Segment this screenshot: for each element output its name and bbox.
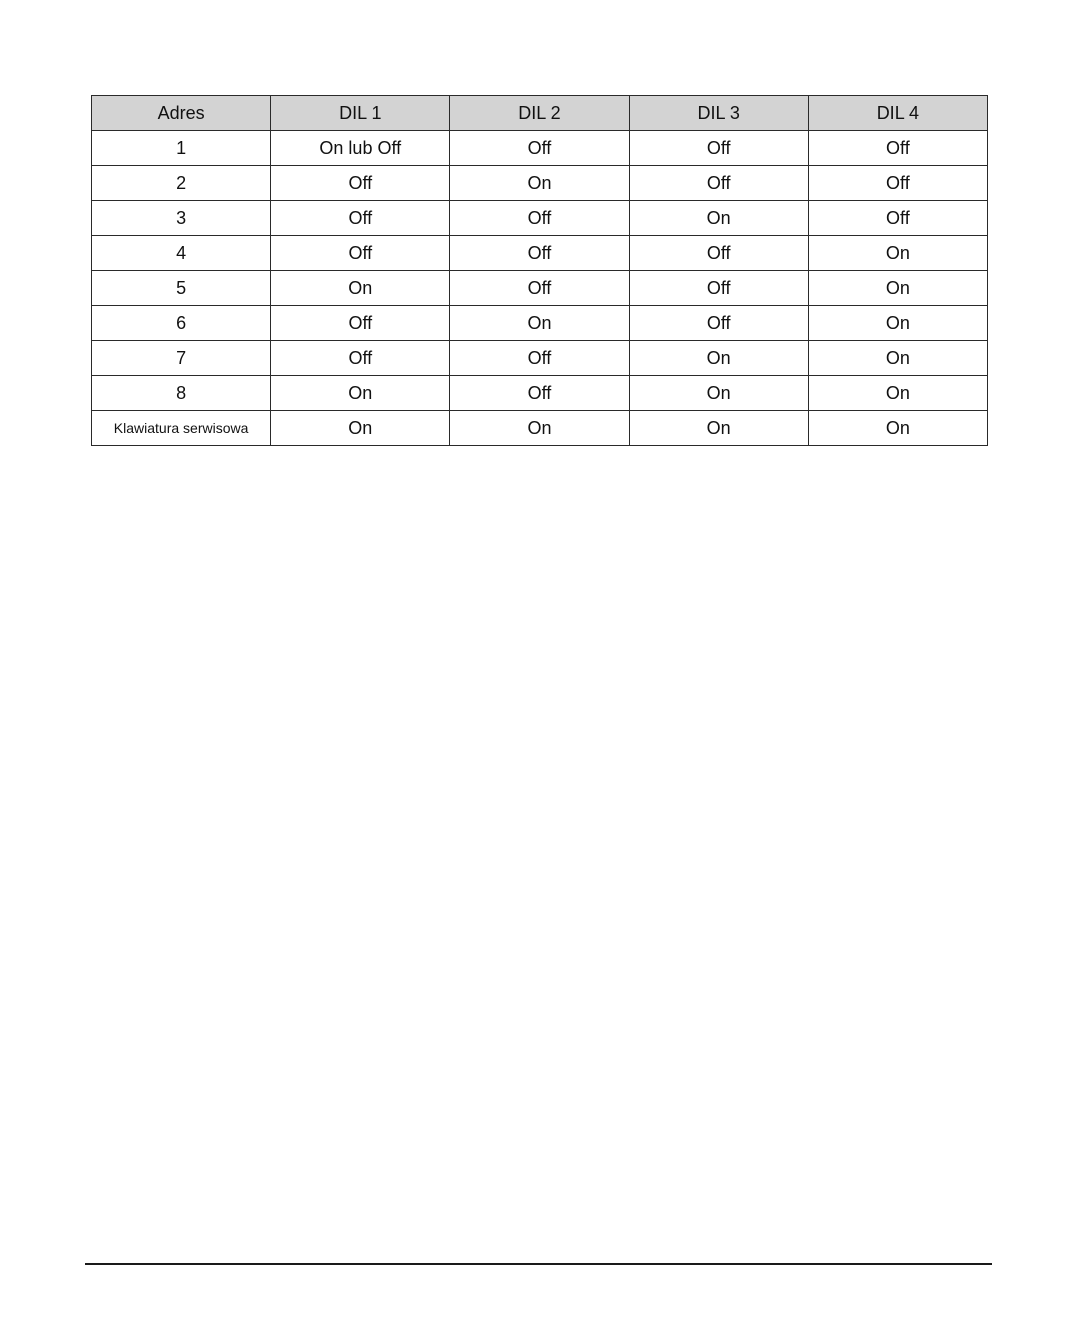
- dil-1-cell: Off: [271, 201, 450, 236]
- table-header-row: [92, 96, 988, 131]
- dil-3-cell: On: [629, 341, 808, 376]
- dil-4-cell: Off: [808, 131, 987, 166]
- dil-4-cell: Off: [808, 166, 987, 201]
- header-dil-1: DIL 1: [271, 96, 450, 131]
- dil-1-cell: On lub Off: [271, 131, 450, 166]
- dil-2-cell: Off: [450, 236, 629, 271]
- table-row: [92, 236, 988, 271]
- table-row: [92, 411, 988, 446]
- dil-3-cell: Off: [629, 131, 808, 166]
- footer-divider: [85, 1263, 992, 1265]
- table-row: [92, 306, 988, 341]
- dil-4-cell: On: [808, 341, 987, 376]
- header-dil-2: DIL 2: [450, 96, 629, 131]
- address-cell: 8: [92, 376, 271, 411]
- table-row: [92, 271, 988, 306]
- header-dil-3: DIL 3: [629, 96, 808, 131]
- dil-4-cell: Off: [808, 201, 987, 236]
- table-row: [92, 166, 988, 201]
- address-cell: 1: [92, 131, 271, 166]
- dil-4-cell: On: [808, 376, 987, 411]
- dil-1-cell: On: [271, 271, 450, 306]
- dil-1-cell: Off: [271, 236, 450, 271]
- table-row: [92, 341, 988, 376]
- dil-1-cell: Off: [271, 306, 450, 341]
- dil-1-cell: Off: [271, 166, 450, 201]
- table-row: [92, 201, 988, 236]
- dil-1-cell: On: [271, 411, 450, 446]
- dil-2-cell: Off: [450, 341, 629, 376]
- address-cell: 2: [92, 166, 271, 201]
- dil-2-cell: On: [450, 411, 629, 446]
- dil-3-cell: Off: [629, 271, 808, 306]
- dil-4-cell: On: [808, 236, 987, 271]
- dil-2-cell: Off: [450, 376, 629, 411]
- dil-1-cell: On: [271, 376, 450, 411]
- dil-address-table: [91, 95, 988, 446]
- dil-3-cell: Off: [629, 306, 808, 341]
- dil-3-cell: On: [629, 376, 808, 411]
- address-cell: 5: [92, 271, 271, 306]
- dil-3-cell: Off: [629, 166, 808, 201]
- dil-1-cell: Off: [271, 341, 450, 376]
- address-cell: 4: [92, 236, 271, 271]
- address-cell: 6: [92, 306, 271, 341]
- dil-4-cell: On: [808, 306, 987, 341]
- header-dil-4: DIL 4: [808, 96, 987, 131]
- table-row: [92, 131, 988, 166]
- dil-4-cell: On: [808, 271, 987, 306]
- dil-2-cell: On: [450, 306, 629, 341]
- address-cell: Klawiatura serwisowa: [92, 411, 271, 446]
- dil-2-cell: Off: [450, 131, 629, 166]
- dil-3-cell: Off: [629, 236, 808, 271]
- dil-2-cell: Off: [450, 201, 629, 236]
- dil-2-cell: Off: [450, 271, 629, 306]
- dil-2-cell: On: [450, 166, 629, 201]
- dil-3-cell: On: [629, 411, 808, 446]
- table-row: [92, 376, 988, 411]
- address-cell: 3: [92, 201, 271, 236]
- dil-3-cell: On: [629, 201, 808, 236]
- address-cell: 7: [92, 341, 271, 376]
- header-adres: Adres: [92, 96, 271, 131]
- dil-4-cell: On: [808, 411, 987, 446]
